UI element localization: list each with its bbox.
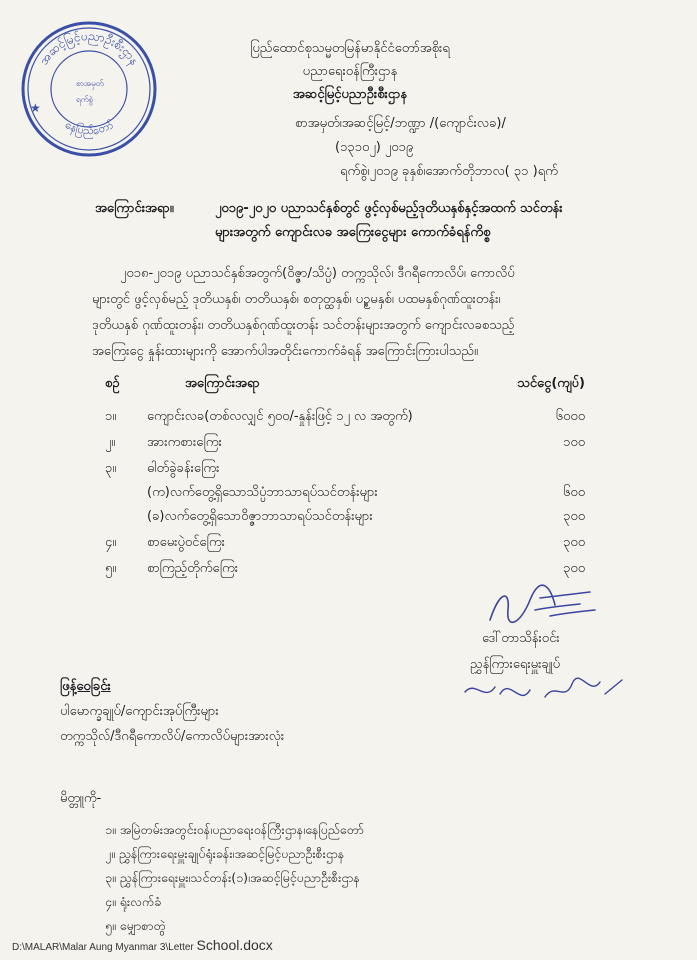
seal-outer-text: အဆင့်မြင့်ပညာဦးစီးဌာန	[36, 28, 142, 68]
fee-row-desc: စာကြည့်တိုက်ကြေး	[147, 561, 239, 576]
fee-row	[105, 434, 585, 456]
fee-row-no: ၁။	[105, 409, 117, 424]
body-line-4: အကြေးငွေ နှုန်းထားများကို အောက်ပါအတိုင်းကောက်ခံရန် အကြောင်းကြားပါသည်။	[92, 344, 478, 359]
fee-row-desc: စာမေးပွဲဝင်ကြေး	[147, 535, 225, 550]
fee-row-no: ၄။	[105, 535, 117, 550]
copy-item: ၅။ မျှောစာတွဲ	[105, 918, 166, 933]
fee-row-amount: ၃၀၀	[563, 509, 585, 524]
copy-item: ၁။ အမြဲတမ်းအတွင်းဝန်၊ပညာရေးဝန်ကြီးဌာန၊နေပြည်တော်	[105, 822, 364, 837]
fee-row-no: ၅။	[105, 561, 117, 576]
fee-row-amount: ၃၀၀	[563, 535, 585, 550]
fee-row-no: ၂။	[105, 435, 116, 450]
seal-ref-label: စာအမှတ်	[76, 79, 104, 88]
svg-text:နေပြည်တော်	[62, 118, 115, 139]
signatory-title: ညွှန်ကြားရေးမှူးချုပ်	[470, 657, 561, 672]
fee-row	[105, 460, 585, 482]
subject-line-1: ၂၀၁၉-၂၀၂၀ ပညာသင်နှစ်တွင် ဖွင့်လှစ်မည့်ဒုတိယနှစ်နှင့်အထက် သင်တန်း	[215, 201, 563, 216]
seal-bottom-text: နေပြည်တော်	[63, 118, 115, 138]
department-title: အဆင့်မြင့်ပညာဦးစီးဌာန	[292, 87, 408, 102]
col-no-header: စဉ်	[105, 376, 120, 391]
fee-row-desc: ဓါတ်ခွဲခန်းကြေး	[147, 461, 220, 476]
body-line-1: ၂၀၁၈-၂၀၁၉ ပညာသင်နှစ်အတွက်(ဝိဇ္ဇာ/သိပ္ပံ) တက္ကသိုလ်၊ ဒီဂရီကောလိပ်၊ ကောလိပ်	[120, 266, 515, 281]
ministry-title: ပညာရေးဝန်ကြီးဌာန	[302, 64, 398, 79]
fee-row-amount: ၆၀၀	[563, 485, 585, 500]
copy-item: ၃။ ညွှန်ကြားရေးမှူး၊သင်တန်း(၁)၊အဆင့်မြင့်ပညာဦးစီးဌာန	[105, 870, 360, 885]
reference-number: စာအမှတ်၊အဆင့်မြင့်/ဘဏ္ဍာ /(ကျောင်းလခ)/	[295, 116, 506, 131]
distribution-line-2: တက္ကသိုလ်/ဒီဂရီကောလိပ်/ကောလိပ်များအားလုံး	[60, 729, 285, 744]
signatory-name: ဒေါ်တာသိန်းဝင်း	[482, 631, 560, 646]
copy-item: ၂။ ညွှန်ကြားရေးမှူးချုပ်ရုံးခန်း၊အဆင့်မြင့်ပညာဦးစီးဌာန	[105, 846, 345, 861]
seal-date-label: ရက်စွဲ	[76, 95, 93, 104]
fee-row-desc: (ခ)လက်တွေ့ရှိသောဝိဇ္ဇာဘာသာရပ်သင်တန်းများ	[147, 509, 373, 524]
seal-star-icon: ★	[30, 101, 41, 115]
fee-row	[105, 560, 585, 582]
footer-path: D:\MALAR\Malar Aung Myanmar 3\Letter	[12, 942, 194, 953]
copy-item: ၄။ ရုံးလက်ခံ	[105, 894, 162, 909]
fee-row-amount: ၆၀၀၀	[555, 409, 585, 424]
fee-row	[105, 508, 585, 530]
fee-row-desc: အားကစားကြေး	[147, 435, 222, 450]
distribution-line-1: ပါမောက္ခချုပ်/ကျောင်းအုပ်ကြီးများ	[60, 704, 219, 719]
fee-row	[105, 534, 585, 556]
fee-row-amount: ၁၀၀	[563, 435, 585, 450]
copies-label: မိတ္တူကို-	[60, 791, 102, 806]
fee-row-desc: ကျောင်းလခ(တစ်လလျှင် ၅၀၀/-နှုန်းဖြင့် ၁၂ လ အတွက်)	[147, 409, 413, 424]
body-line-2: များတွင် ဖွင့်လှစ်မည့် ဒုတိယနှစ်၊ တတိယနှစ်၊ စတုတ္ထနှစ်၊ ပဉ္စမနှစ်၊ ပထမနှစ်ဂုဏ်ထူးတန်း၊	[92, 292, 501, 307]
reference-year: (၁၃၁၀၂) ၂၀၁၉	[335, 140, 414, 155]
letter-date: ရက်စွဲ၊၂၀၁၉ ခုနှစ်၊အောက်တိုဘာလ( ၃၁ )ရက်	[340, 164, 558, 179]
body-line-3: ဒုတိယနှစ် ဂုဏ်ထူးတန်း၊ တတိယနှစ်ဂုဏ်ထူးတန်း သင်တန်းများအတွက် ကျောင်းလခစသည့်	[92, 318, 515, 333]
subject-line-2: များအတွက် ကျောင်းလခ အကြေးငွေများ ကောက်ခံရန်ကိစ္စ	[215, 225, 491, 240]
handwritten-signature	[480, 580, 630, 635]
col-amount-header: သင်ငွေ(ကျပ်)	[517, 376, 585, 391]
fee-row	[105, 484, 585, 506]
fee-row-no: ၃။	[105, 461, 117, 476]
col-desc-header: အကြောင်းအရာ	[185, 376, 260, 391]
office-seal	[18, 18, 160, 160]
gov-title: ပြည်ထောင်စုသမ္မတမြန်မာနိုင်ငံတော်အစိုးရ	[250, 41, 450, 56]
subject-label: အကြောင်းအရာ။	[95, 201, 174, 216]
distribution-label: ဖြန့်ဝေခြင်း	[60, 679, 111, 694]
fee-row	[105, 408, 585, 430]
fee-row-amount: ၃၀၀	[563, 561, 585, 576]
fee-table-header	[105, 375, 585, 397]
fee-row-desc: (က)လက်တွေ့ရှိသောသိပ္ပံဘာသာရပ်သင်တန်းများ	[147, 485, 378, 500]
file-path-footer	[12, 937, 273, 953]
initials-mark	[460, 672, 630, 712]
footer-filename: School.docx	[196, 937, 273, 953]
